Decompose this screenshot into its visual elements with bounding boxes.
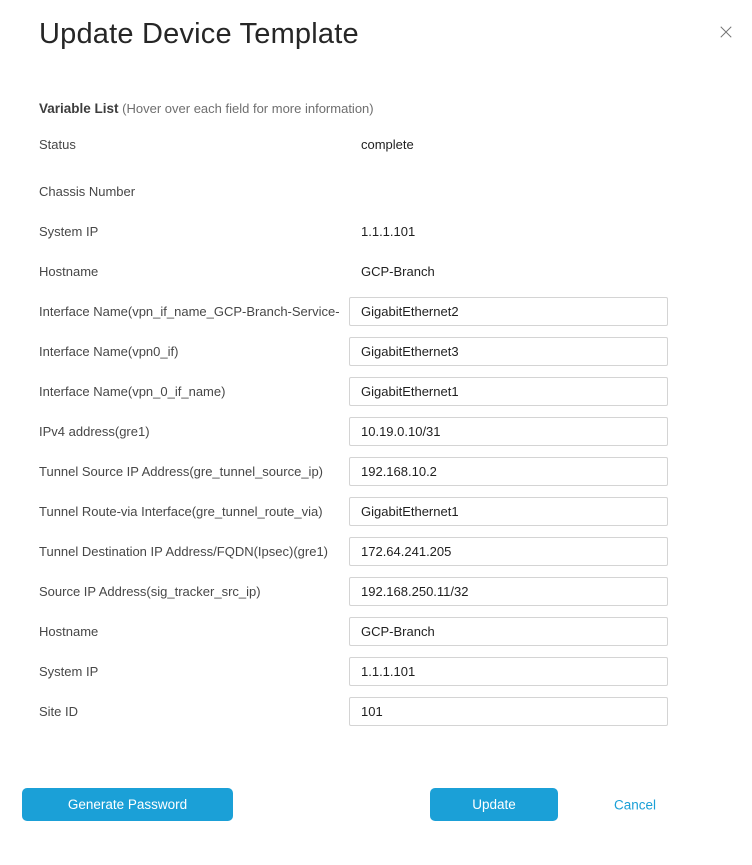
variable-row [39,217,752,246]
update-button[interactable]: Update [430,788,558,821]
variable-list-heading [39,101,752,117]
variable-row [39,697,752,726]
variable-input[interactable] [349,337,668,366]
variable-label: Interface Name(vpn_if_name_GCP-Branch-Service- [39,304,340,319]
variable-row [39,577,752,606]
variable-input[interactable] [349,617,668,646]
variable-value: 1.1.1.101 [361,224,416,239]
variable-list-label: Variable List [39,101,119,116]
variable-row [39,617,752,646]
variable-row [39,457,752,486]
variable-row [39,497,752,526]
variable-label: System IP [39,224,99,239]
dialog-footer [0,788,752,821]
update-device-template-dialog [0,18,752,865]
variable-list-note: (Hover over each field for more information) [122,101,374,116]
variable-row [39,657,752,686]
variable-list [39,130,752,726]
variable-label: Site ID [39,704,79,719]
close-button[interactable] [717,23,735,41]
variable-row [39,130,752,159]
variable-label: Interface Name(vpn_0_if_name) [39,384,226,399]
variable-row [39,417,752,446]
variable-label: Interface Name(vpn0_if) [39,344,179,359]
cancel-button[interactable]: Cancel [614,797,657,812]
variable-input[interactable] [349,577,668,606]
variable-value: GCP-Branch [361,264,435,279]
variable-input[interactable] [349,537,668,566]
variable-input[interactable] [349,377,668,406]
variable-label: Source IP Address(sig_tracker_src_ip) [39,584,261,599]
generate-password-button[interactable]: Generate Password [22,788,233,821]
variable-row [39,257,752,286]
variable-row [39,337,752,366]
variable-label: Tunnel Source IP Address(gre_tunnel_source_ip) [39,464,324,479]
variable-input[interactable] [349,657,668,686]
variable-label: Tunnel Route-via Interface(gre_tunnel_route_via) [39,504,323,519]
variable-input[interactable] [349,297,668,326]
close-icon [719,25,733,39]
variable-label: Status [39,137,76,152]
variable-label: System IP [39,664,99,679]
variable-input[interactable] [349,417,668,446]
variable-row [39,377,752,406]
variable-value: complete [361,137,414,152]
variable-label: Hostname [39,264,99,279]
dialog-title: Update Device Template [39,18,359,50]
variable-row [39,177,752,206]
variable-input[interactable] [349,697,668,726]
variable-row [39,537,752,566]
variable-label: IPv4 address(gre1) [39,424,150,439]
variable-label: Hostname [39,624,99,639]
variable-label: Tunnel Destination IP Address/FQDN(Ipsec)(gre1) [39,544,329,559]
variable-label: Chassis Number [39,184,136,199]
variable-input[interactable] [349,497,668,526]
variable-row [39,297,752,326]
variable-input[interactable] [349,457,668,486]
